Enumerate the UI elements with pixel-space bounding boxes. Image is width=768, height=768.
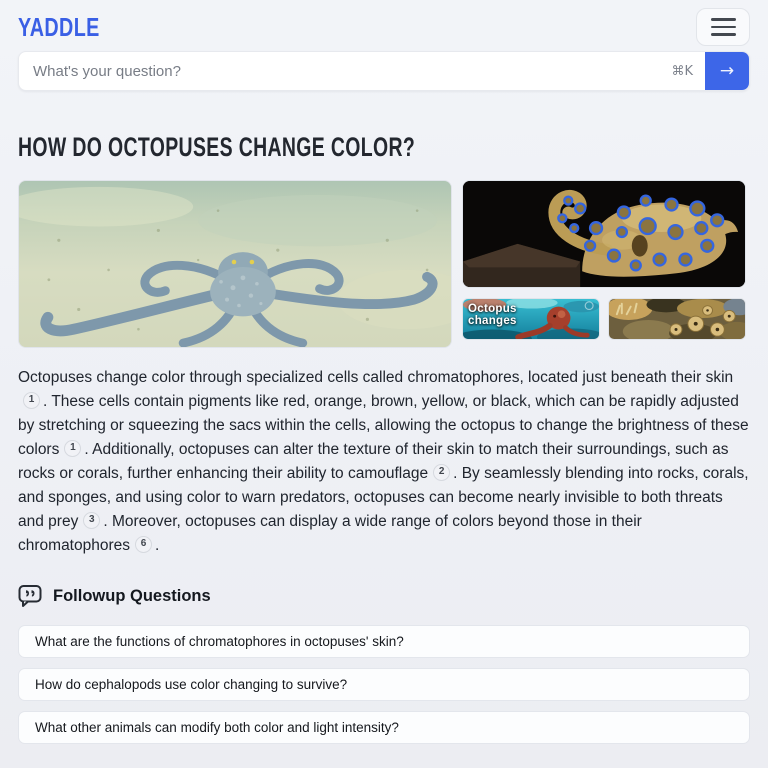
citation-badge[interactable]: 1 xyxy=(64,440,81,457)
search-bar xyxy=(18,51,750,91)
menu-button[interactable] xyxy=(696,8,750,46)
video-thumbnail-caption: Octopus changes xyxy=(468,303,517,328)
thumbnail-row xyxy=(462,298,746,340)
citation-badge[interactable]: 3 xyxy=(83,512,100,529)
page-title: HOW DO OCTOPUSES CHANGE COLOR? xyxy=(18,132,416,162)
quote-bubble-icon xyxy=(18,584,42,608)
followup-questions-list xyxy=(18,625,750,744)
answer-text-segment: . These cells contain pigments like red, orange, brown, yellow, or black, which can be rapidly adjusted by stretching or squeezing the sacs within the cells, allowing the octopus to change the brightness of these colors xyxy=(18,393,749,458)
citation-badge[interactable]: 6 xyxy=(135,536,152,553)
answer-text-segment: . Moreover, octopuses can display a wide range of colors beyond those in their chromatophores xyxy=(18,513,642,554)
image-results-grid xyxy=(18,180,750,348)
keyboard-shortcut-hint: ⌘K xyxy=(671,63,693,79)
logo[interactable]: YADDLE xyxy=(18,11,100,42)
answer-text-segment: Octopuses change color through specialized cells called chromatophores, located just beneath their skin xyxy=(18,369,734,386)
result-video-thumbnail[interactable] xyxy=(462,298,600,340)
followup-question-button[interactable]: What other animals can modify both color and light intensity? xyxy=(18,711,750,744)
result-image-octopus-seafloor[interactable] xyxy=(18,180,452,348)
answer-text-segment: . Additionally, octopuses can alter the texture of their skin to match their surroundings, such as rocks or corals, further enhancing their ability to camouflage xyxy=(18,441,729,482)
followup-question-button[interactable]: What are the functions of chromatophores in octopuses' skin? xyxy=(18,625,750,658)
followup-header xyxy=(18,584,750,608)
header xyxy=(18,0,750,42)
result-image-reef-camouflage[interactable] xyxy=(608,298,746,340)
followup-heading: Followup Questions xyxy=(53,586,211,605)
citation-badge[interactable]: 2 xyxy=(433,464,450,481)
hamburger-icon xyxy=(711,18,736,36)
answer-text xyxy=(18,366,750,558)
answer-text-segment: . By seamlessly blending into rocks, corals, and sponges, and using color to warn predators, octopuses can become nearly invisible to both threats and prey xyxy=(18,465,749,530)
search-submit-button[interactable] xyxy=(705,52,749,90)
citation-badge[interactable]: 1 xyxy=(23,392,40,409)
arrow-right-icon: → xyxy=(719,61,735,81)
search-input[interactable] xyxy=(19,52,671,90)
image-results-right-column xyxy=(462,180,746,348)
answer-text-segment: . xyxy=(155,537,160,554)
result-image-blue-ringed-octopus[interactable] xyxy=(462,180,746,288)
followup-question-button[interactable]: How do cephalopods use color changing to survive? xyxy=(18,668,750,701)
